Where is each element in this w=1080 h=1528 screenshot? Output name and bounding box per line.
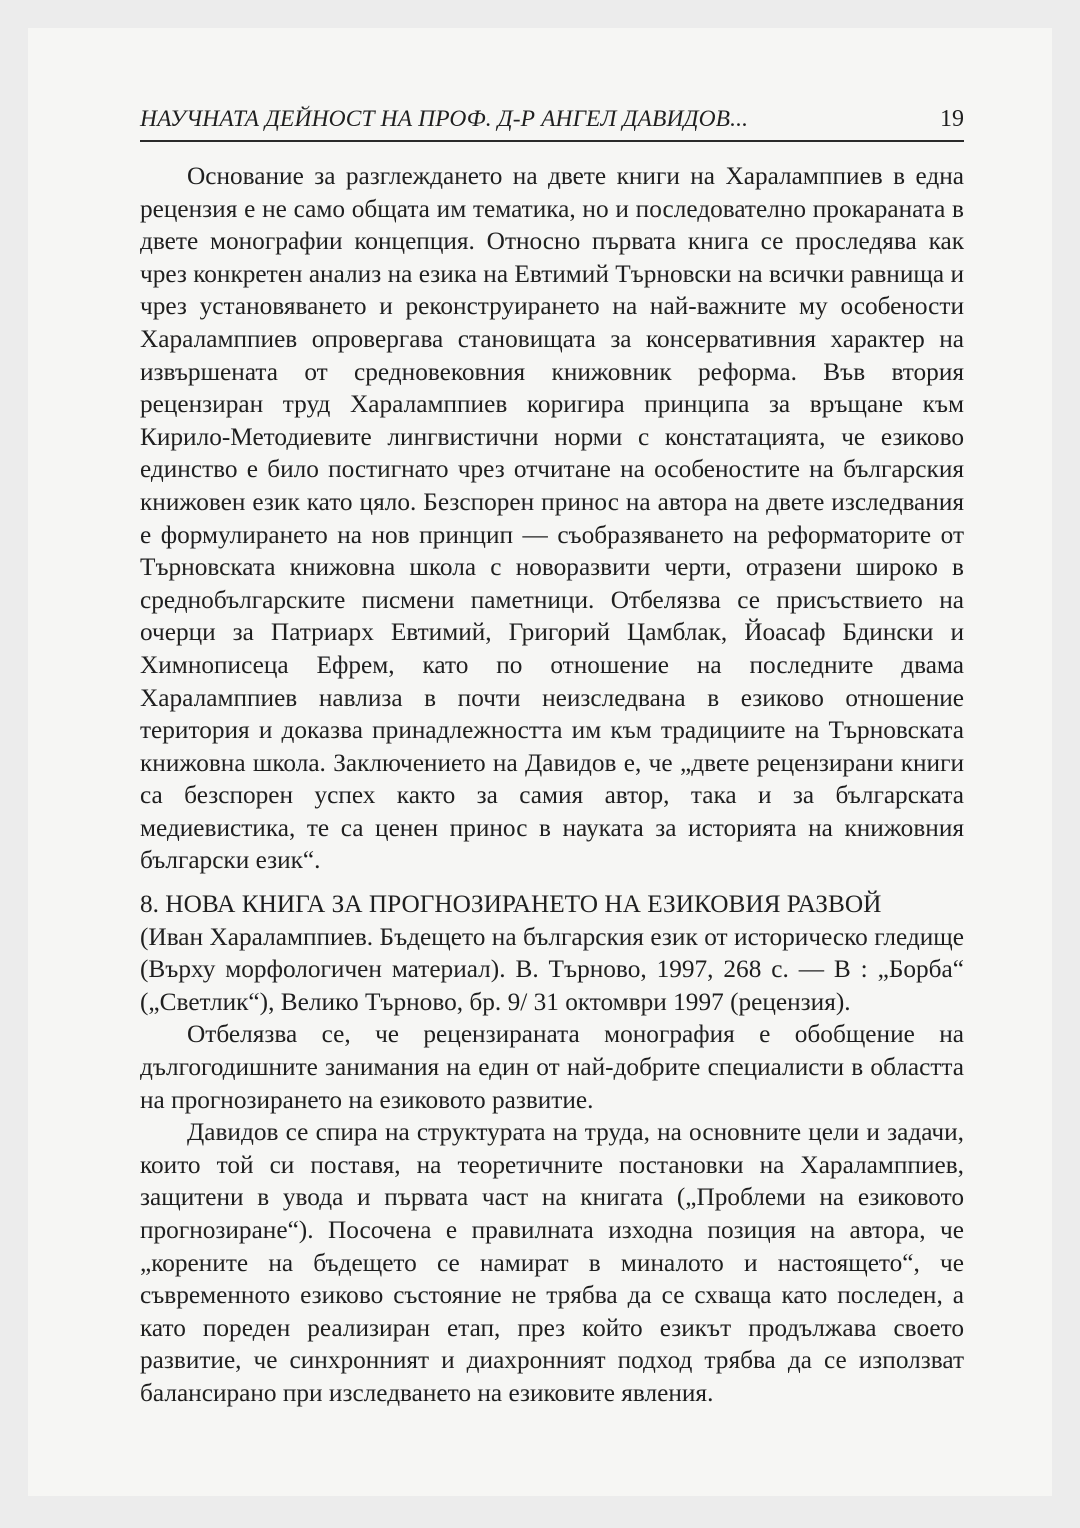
page-body [140,160,964,1410]
paragraph-2: Отбелязва се, че рецензираната монография е обобщение на дългогодишните занимания на един от най-добрите специалисти в областта на прогнозирането на езиковото развитие. [140,1020,964,1114]
bibliographic-citation: (Иван Хараламппиев. Бъдещето на българския език от историческо гледище (Върху морфологичен материал). В. Търново, 1997, 268 с. — В : „Борба“ („Светлик“), Велико Търново, бр. 9/ 31 октомври 1997 (рецензия). [140,922,964,1016]
paragraph-1: Основание за разглеждането на двете книги на Хараламппиев в една рецензия е не само общата им тематика, но и последователно прокараната в двете монографии концепция. Относно първата книга се проследява как чрез конкретен анализ на езика на Евтимий Търновски на всички равнища и чрез установяването и реконструирането на най-важните му особености Хараламппиев опровергава становищата за консервативния характер на извършената от средновековния книжовник реформа. Във втория рецензиран труд Хараламппиев коригира принципа за връщане към Кирило-Методиевите лингвистични норми с констатацията, че езиково единство е било постигнато чрез отчитане на особеностите на българския книжовен език като цяло. Безспорен принос на автора на двете изследвания е формулирането на нов принцип — съобразяването на реформаторите от Търновската книжовна школа с новоразвити черти, отразени широко в среднобългарските писмени паметници. Отбелязва се присъствието на очерци за Патриарх Евтимий, Григорий Цамблак, Йоасаф Бдински и Химнописеца Ефрем, като по отношение на последните двама Хараламппиев навлиза в почти неизследвана в езиково отношение територия и доказва принадлежността им към традициите на Търновската книжовна школа. Заключението на Давидов е, че „двете рецензирани книги са безспорен успех както за самия автор, така и за българската медиевистика, те са ценен принос в науката за историята на книжовния български език“. [140,162,964,875]
running-header [140,106,964,142]
paragraph-3: Давидов се спира на структурата на труда, на основните цели и задачи, които той си поставя, на теоретичните постановки на Хараламппиев, защитени в увода и първата част на книгата („Проблеми на езиковото прогнозиране“). Посочена е правилната изходна позиция на автора, че „корените на бъдещето се намират в миналото и настоящето“, че съвременното езиково състояние не трябва да се схваща като последен, а като пореден реализиран етап, през който езикът продължава своето развитие, че синхронният и диахронният подход трябва да се използват балансирано при изследването на езиковите явления. [140,1118,964,1407]
section-heading: 8. НОВА КНИГА ЗА ПРОГНОЗИРАНЕТО НА ЕЗИКОВИЯ РАЗВОЙ [140,890,882,919]
running-title: НАУЧНАТА ДЕЙНОСТ НА ПРОФ. Д-Р АНГЕЛ ДАВИДОВ... [140,106,749,132]
page-number: 19 [940,106,964,132]
